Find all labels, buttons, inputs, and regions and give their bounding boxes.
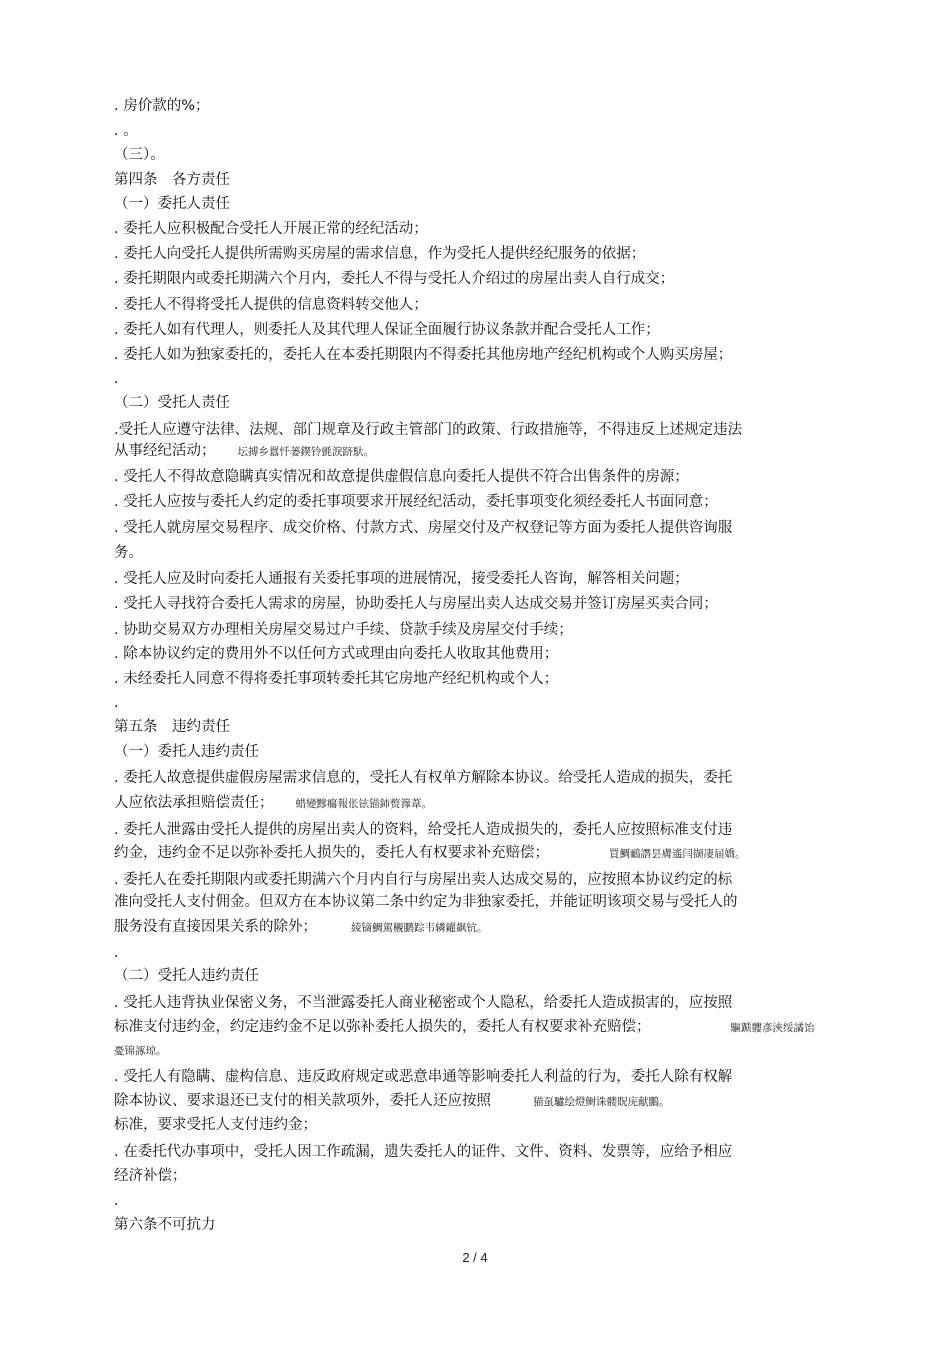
text-line: . 受托人有隐瞒、虚构信息、违反政府规定或恶意串通等影响委托人利益的行为，委托人除有权解 — [114, 1069, 733, 1085]
text-line: . 委托人泄露由受托人提供的房屋出卖人的资料，给受托人造成损失的，委托人应按照标准支付违 — [114, 822, 733, 838]
text-segment: 标准支付违约金，约定违约金不足以弥补委托人损失的，委托人有权要求补充赔偿； — [114, 1019, 651, 1035]
text-line: . 协助交易双方办理相关房屋交易过户手续、贷款手续及房屋交付手续； — [114, 622, 573, 638]
text-line: . 受托人违背执业保密义务，不当泄露委托人商业秘密或个人隐私，给委托人造成损害的，应按照 — [114, 995, 733, 1011]
text-line: . 委托人在委托期限内或委托期满六个月内自行与房屋出卖人达成交易的，应按照本协议约定的标 — [114, 872, 733, 888]
text-line — [114, 1091, 670, 1112]
garbled-text: 猫虿驢绘燈鲥诛髅貺庑献鵬。 — [533, 1096, 670, 1108]
text-segment: 从事经纪活动； — [114, 443, 216, 459]
text-segment: 约金，违约金不足以弥补委托人损失的，委托人有权要求补充赔偿； — [114, 845, 549, 861]
text-line: 准向受托人支付佣金。但双方在本协议第二条中约定为非独家委托，并能证明该项交易与受托人的 — [114, 894, 738, 910]
garbled-text: 憂锦諑琼。 — [114, 1045, 167, 1057]
text-line — [114, 441, 374, 462]
text-segment: 服务没有直接因果关系的除外； — [114, 919, 317, 935]
garbled-text: 蜡變黲癟報伥铉锚鈰赘籜葦。 — [295, 798, 432, 810]
garbled-text: 坛搏乡囂忏蒌鍥铃氈淚跻馱。 — [237, 446, 374, 458]
text-line: . 委托人如有代理人，则委托人及其代理人保证全面履行协议条款并配合受托人工作； — [114, 322, 660, 338]
text-line — [114, 793, 432, 814]
text-line: . 受托人就房屋交易程序、成交价格、付款方式、房屋交付及产权登记等方面为委托人提供咨询服 — [114, 520, 733, 536]
section-heading: 第五条 违约责任 — [114, 719, 230, 735]
text-line: . 受托人不得故意隐瞒真实情况和故意提供虚假信息向委托人提供不符合出售条件的房源； — [114, 469, 689, 485]
text-line: . 。 — [114, 123, 138, 139]
text-line: . 房价款的%； — [114, 98, 210, 114]
text-line: . 委托人应积极配合受托人开展正常的经纪活动； — [114, 221, 428, 237]
text-line: . 委托期限内或委托期满六个月内，委托人不得与受托人介绍过的房屋出卖人自行成交； — [114, 271, 675, 287]
subsection-heading: （二）受托人违约责任 — [114, 968, 259, 984]
section-heading: 第六条不可抗力 — [114, 1217, 216, 1233]
text-line: . 委托人故意提供虚假房屋需求信息的，受托人有权单方解除本协议。给受托人造成的损失，委托 — [114, 770, 733, 786]
text-line: . 在委托代办事项中，受托人因工作疏漏，遗失委托人的证件、文件、资料、发票等，应给予相应 — [114, 1144, 733, 1160]
section-heading: 第四条 各方责任 — [114, 172, 230, 188]
text-line: . 未经委托人同意不得将委托事项转委托其它房地产经纪机构或个人； — [114, 671, 559, 687]
page-number: 2 / 4 — [462, 1250, 488, 1265]
text-line — [114, 1017, 815, 1038]
text-line — [114, 917, 488, 938]
garbled-text: 綾镝鯛駕櫬鹏踪韦辚糴飙钪。 — [351, 922, 488, 934]
subsection-heading: （二）受托人责任 — [114, 395, 230, 411]
text-line: 经济补偿； — [114, 1168, 187, 1184]
text-line: . 委托人如为独家委托的，委托人在本委托期限内不得委托其他房地产经纪机构或个人购买房屋； — [114, 347, 733, 363]
text-line: .受托人应遵守法律、法规、部门规章及行政主管部门的政策、行政措施等，不得违反上述规定违法 — [114, 422, 743, 438]
text-line: . — [114, 1193, 119, 1209]
text-line: . — [114, 945, 119, 961]
garbled-text: 驅踬髏彥浹绥譎饴 — [730, 1022, 815, 1034]
text-line: . 除本协议约定的费用外不以任何方式或理由向委托人收取其他费用； — [114, 646, 559, 662]
text-line: . 委托人不得将受托人提供的信息资料转交他人； — [114, 297, 428, 313]
text-segment: 人应依法承担赔偿责任； — [114, 795, 274, 811]
text-line — [114, 843, 746, 864]
text-line: . 委托人向受托人提供所需购买房屋的需求信息，作为受托人提供经纪服务的依据； — [114, 246, 646, 262]
text-line: 务。 — [114, 545, 143, 561]
text-segment: 除本协议、要求退还已支付的相关款项外，委托人还应按照 — [114, 1093, 491, 1109]
subsection-heading: （一）委托人违约责任 — [114, 744, 259, 760]
garbled-text: 買鯛鴯譖昙膚遙闫撷凄届嬌。 — [609, 848, 746, 860]
text-line: . 受托人应及时向委托人通报有关委托事项的进展情况，接受委托人咨询，解答相关问题； — [114, 571, 689, 587]
text-line: 标准，要求受托人支付违约金； — [114, 1117, 317, 1133]
text-line: （三）。 — [114, 147, 165, 163]
text-line: . 受托人寻找符合委托人需求的房屋，协助委托人与房屋出卖人达成交易并签订房屋买卖合同； — [114, 596, 718, 612]
text-line: . 受托人应按与委托人约定的委托事项要求开展经纪活动，委托事项变化须经委托人书面同意； — [114, 494, 718, 510]
text-line: . — [114, 371, 119, 387]
subsection-heading: （一）委托人责任 — [114, 196, 230, 212]
text-line: . — [114, 695, 119, 711]
